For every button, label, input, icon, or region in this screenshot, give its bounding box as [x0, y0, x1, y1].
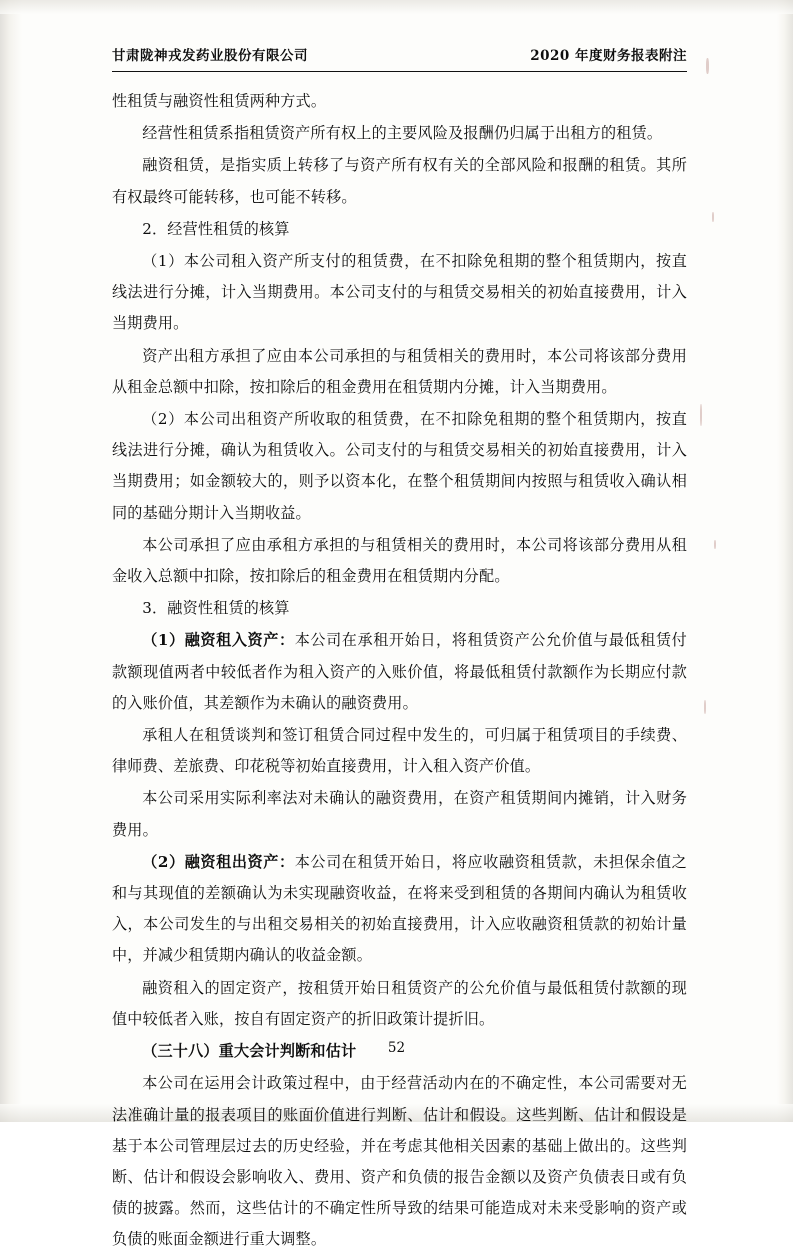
scan-speck [714, 540, 716, 549]
paragraph: 融资租赁，是指实质上转移了与资产所有权有关的全部风险和报酬的租赁。其所有权最终可能转移，也可能不转移。 [112, 156, 687, 206]
paragraph: （2）本公司出租资产所收取的租赁费，在不扣除免租期的整个租赁期内，按直线法进行分摊，确认为租赁收入。公司支付的与租赁交易相关的初始直接费用，计入当期费用；如金额较大的，则予以资本化，在整个租赁期间内按照与租赁收入确认相同的基础分期计入当期收益。 [112, 410, 687, 522]
paragraph: 融资租入的固定资产，按租赁开始日租赁资产的公允价值与最低租赁付款额的现值中较低者入账，按自有固定资产的折旧政策计提折旧。 [112, 978, 687, 1028]
scan-speck [706, 58, 709, 74]
paragraph-lead: （1）融资租入资产： [142, 631, 295, 650]
paragraph [112, 847, 687, 972]
scan-edge-top [0, 0, 793, 14]
scan-speck [712, 212, 714, 222]
paragraph: 本公司在运用会计政策过程中，由于经营活动内在的不确定性，本公司需要对无法准确计量的报表项目的账面价值进行判断、估计和假设。这些判断、估计和假设是基于本公司管理层过去的历史经验，并在考虑其他相关因素的基础上做出的。这些判断、估计和假设会影响收入、费用、资产和负债的报告金额以及资产负债表日或有负债的披露。然而，这些估计的不确定性所导致的结果可能造成对未来受影响的资产或负债的账面金额进行重大调整。 [112, 1074, 687, 1249]
page-content [112, 44, 687, 1257]
paragraph: 承租人在租赁谈判和签订租赁合同过程中发生的，可归属于租赁项目的手续费、律师费、差旅费、印花税等初始直接费用，计入租入资产价值。 [112, 726, 687, 776]
header-divider [112, 71, 687, 72]
page-number: 52 [387, 1040, 406, 1056]
paragraph: 本公司承担了应由承租方承担的与租赁相关的费用时，本公司将该部分费用从租金收入总额中扣除，按扣除后的租金费用在租赁期内分配。 [112, 535, 687, 586]
section-heading: （三十八）重大会计判断和估计 [142, 1042, 357, 1061]
paragraph: 经营性租赁系指租赁资产所有权上的主要风险及报酬仍归属于出租方的租赁。 [142, 124, 663, 143]
paragraph: 本公司采用实际利率法对未确认的融资费用，在资产租赁期间内摊销，计入财务费用。 [112, 789, 687, 839]
paragraph-text: 本公司在租赁开始日，将应收融资租赁款，未担保余值之和与其现值的差额确认为未实现融资收益，在将来受到租赁的各期间内确认为租赁收入，本公司发生的与出租交易相关的初始直接费用，计入应收融资租赁款的初始计量中，并减少租赁期内确认的收益金额。 [112, 852, 687, 965]
paragraph-text: 本公司在承租开始日，将租赁资产公允价值与最低租赁付款额现值两者中较低者作为租入资产的入账价值，将最低租赁付款额作为长期应付款的入账价值，其差额作为未确认的融资费用。 [112, 631, 687, 712]
header-report-title: 2020 年度财务报表附注 [530, 48, 687, 64]
paragraph: 性租赁与融资性租赁两种方式。 [112, 92, 327, 110]
paragraph: （1）本公司租入资产所支付的租赁费，在不扣除免租期的整个租赁期内，按直线法进行分摊，计入当期费用。本公司支付的与租赁交易相关的初始直接费用，计入当期费用。 [112, 252, 687, 333]
page-header [112, 44, 687, 70]
paragraph [112, 625, 687, 719]
paragraph: 资产出租方承担了应由本公司承担的与租赁相关的费用时，本公司将该部分费用从租金总额中扣除，按扣除后的租金费用在租赁期内分摊，计入当期费用。 [112, 346, 687, 396]
scan-edge-right [777, 0, 793, 1122]
scan-edge-left [0, 0, 22, 1122]
paragraph: 3．融资性租赁的核算 [142, 599, 290, 618]
scan-speck [700, 404, 702, 426]
paragraph: 2．经营性租赁的核算 [142, 219, 290, 238]
body-text [112, 86, 687, 1256]
header-company-name: 甘肃陇神戎发药业股份有限公司 [112, 48, 308, 64]
scan-speck [704, 700, 706, 714]
paragraph-lead: （2）融资租出资产： [142, 852, 295, 871]
